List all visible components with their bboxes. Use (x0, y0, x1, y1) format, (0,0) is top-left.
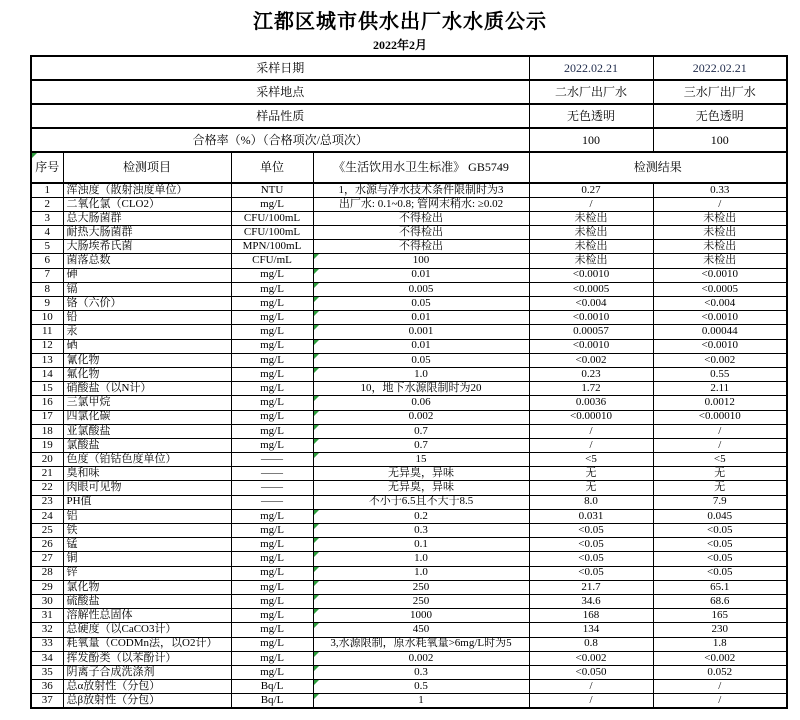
cell-result-plant3: 65.1 (653, 580, 787, 594)
cell-unit: mg/L (231, 410, 313, 424)
cell-unit: —— (231, 481, 313, 495)
cell-result-plant3: <0.05 (653, 524, 787, 538)
cell-unit: CFU/100mL (231, 226, 313, 240)
cell-unit: mg/L (231, 438, 313, 452)
cell-unit: mg/L (231, 339, 313, 353)
cell-result-plant2: 1.72 (529, 382, 653, 396)
cell-result-plant2: <0.05 (529, 538, 653, 552)
cell-result-plant2: 未检出 (529, 226, 653, 240)
cell-test-item: 铜 (63, 552, 231, 566)
table-row (31, 651, 787, 665)
cell-result-plant3: <0.0005 (653, 282, 787, 296)
cell-unit: mg/L (231, 524, 313, 538)
cell-unit: mg/L (231, 566, 313, 580)
cell-test-item: PH值 (63, 495, 231, 509)
cell-unit: mg/L (231, 594, 313, 608)
cell-result-plant2: <0.004 (529, 297, 653, 311)
cell-test-item: 锰 (63, 538, 231, 552)
cell-result-plant3: 0.33 (653, 183, 787, 197)
table-row (31, 495, 787, 509)
cell-unit: mg/L (231, 665, 313, 679)
cell-row-number: 7 (31, 268, 63, 282)
cell-test-item: 铝 (63, 509, 231, 523)
cell-row-number: 13 (31, 353, 63, 367)
cell-unit: mg/L (231, 282, 313, 296)
cell-unit: mg/L (231, 367, 313, 381)
cell-test-item: 三氯甲烷 (63, 396, 231, 410)
col-header-standard: 《生活饮用水卫生标准》 GB5749 (313, 152, 529, 183)
cell-unit: mg/L (231, 509, 313, 523)
table-row (31, 580, 787, 594)
cell-standard-limit: 无异臭，异味 (313, 467, 529, 481)
cell-result-plant3: 0.045 (653, 509, 787, 523)
table-colhead-section (31, 152, 787, 183)
table-row (31, 453, 787, 467)
cell-result-plant3: / (653, 438, 787, 452)
cell-row-number: 19 (31, 438, 63, 452)
page-title: 江都区城市供水出厂水水质公示 (253, 11, 547, 33)
cell-row-number: 17 (31, 410, 63, 424)
cell-result-plant3: 未检出 (653, 254, 787, 268)
cell-result-plant2: 21.7 (529, 580, 653, 594)
cell-result-plant2: 0.031 (529, 509, 653, 523)
cell-standard-limit: 1.0 (313, 367, 529, 381)
cell-result-plant3: 未检出 (653, 240, 787, 254)
cell-result-plant2: 0.27 (529, 183, 653, 197)
cell-result-plant3: 2.11 (653, 382, 787, 396)
cell-row-number: 27 (31, 552, 63, 566)
cell-unit: mg/L (231, 311, 313, 325)
cell-unit: NTU (231, 183, 313, 197)
cell-unit: mg/L (231, 651, 313, 665)
cell-test-item: 氟化物 (63, 367, 231, 381)
cell-result-plant2: <0.0010 (529, 311, 653, 325)
cell-row-number: 37 (31, 694, 63, 708)
info-row (31, 80, 787, 104)
col-header-no: 序号 (31, 152, 63, 183)
cell-test-item: 汞 (63, 325, 231, 339)
cell-test-item: 铅 (63, 311, 231, 325)
cell-row-number: 4 (31, 226, 63, 240)
cell-test-item: 耐热大肠菌群 (63, 226, 231, 240)
cell-row-number: 20 (31, 453, 63, 467)
cell-standard-limit: 0.05 (313, 353, 529, 367)
cell-row-number: 18 (31, 424, 63, 438)
cell-standard-limit: 0.06 (313, 396, 529, 410)
cell-row-number: 35 (31, 665, 63, 679)
cell-result-plant3: <0.00010 (653, 410, 787, 424)
table-row (31, 211, 787, 225)
cell-standard-limit: 0.01 (313, 268, 529, 282)
cell-result-plant2: 0.0036 (529, 396, 653, 410)
cell-row-number: 2 (31, 197, 63, 211)
cell-unit: mg/L (231, 424, 313, 438)
cell-row-number: 5 (31, 240, 63, 254)
cell-standard-limit: 0.1 (313, 538, 529, 552)
cell-result-plant3: 1.8 (653, 637, 787, 651)
cell-unit: mg/L (231, 580, 313, 594)
cell-result-plant2: 34.6 (529, 594, 653, 608)
table-row (31, 226, 787, 240)
cell-row-number: 33 (31, 637, 63, 651)
table-row (31, 538, 787, 552)
cell-row-number: 26 (31, 538, 63, 552)
cell-standard-limit: 15 (313, 453, 529, 467)
cell-test-item: 阴离子合成洗涤剂 (63, 665, 231, 679)
table-row (31, 481, 787, 495)
cell-result-plant2: 0.00057 (529, 325, 653, 339)
cell-test-item: 浑浊度（散射浊度单位） (63, 183, 231, 197)
cell-row-number: 25 (31, 524, 63, 538)
cell-test-item: 硒 (63, 339, 231, 353)
info-value-plant3: 无色透明 (653, 104, 787, 128)
table-row (31, 240, 787, 254)
cell-result-plant3: / (653, 680, 787, 694)
cell-test-item: 挥发酚类（以苯酚计） (63, 651, 231, 665)
cell-result-plant2: 未检出 (529, 254, 653, 268)
cell-standard-limit: 1.0 (313, 552, 529, 566)
cell-test-item: 氯化物 (63, 580, 231, 594)
cell-unit: MPN/100mL (231, 240, 313, 254)
table-row (31, 339, 787, 353)
table-row (31, 694, 787, 708)
cell-row-number: 30 (31, 594, 63, 608)
cell-standard-limit: 0.7 (313, 438, 529, 452)
table-row (31, 467, 787, 481)
cell-result-plant3: 0.55 (653, 367, 787, 381)
cell-result-plant2: / (529, 424, 653, 438)
table-row (31, 254, 787, 268)
table-row (31, 552, 787, 566)
cell-result-plant3: / (653, 197, 787, 211)
cell-standard-limit: 100 (313, 254, 529, 268)
cell-unit: mg/L (231, 353, 313, 367)
cell-result-plant3: 68.6 (653, 594, 787, 608)
table-row (31, 438, 787, 452)
cell-row-number: 14 (31, 367, 63, 381)
cell-result-plant3: 0.052 (653, 665, 787, 679)
cell-unit: mg/L (231, 637, 313, 651)
table-row (31, 680, 787, 694)
cell-result-plant2: <0.00010 (529, 410, 653, 424)
cell-test-item: 氯酸盐 (63, 438, 231, 452)
cell-test-item: 铁 (63, 524, 231, 538)
cell-standard-limit: 0.05 (313, 297, 529, 311)
cell-result-plant3: 0.0012 (653, 396, 787, 410)
cell-standard-limit: 450 (313, 623, 529, 637)
cell-result-plant3: <5 (653, 453, 787, 467)
info-value-plant2: 100 (529, 128, 653, 152)
cell-unit: —— (231, 495, 313, 509)
cell-result-plant2: <0.0010 (529, 339, 653, 353)
cell-unit: —— (231, 467, 313, 481)
cell-test-item: 砷 (63, 268, 231, 282)
cell-standard-limit: 0.3 (313, 524, 529, 538)
cell-test-item: 氰化物 (63, 353, 231, 367)
cell-result-plant3: <0.05 (653, 538, 787, 552)
cell-result-plant3: <0.0010 (653, 268, 787, 282)
cell-result-plant2: <0.05 (529, 566, 653, 580)
table-row (31, 637, 787, 651)
cell-test-item: 总大肠菌群 (63, 211, 231, 225)
cell-row-number: 29 (31, 580, 63, 594)
info-label: 采样地点 (31, 80, 529, 104)
cell-standard-limit: 10，地下水源限制时为20 (313, 382, 529, 396)
cell-standard-limit: 1.0 (313, 566, 529, 580)
cell-row-number: 6 (31, 254, 63, 268)
cell-test-item: 镉 (63, 282, 231, 296)
table-row (31, 594, 787, 608)
cell-standard-limit: 不得检出 (313, 240, 529, 254)
cell-result-plant2: 0.23 (529, 367, 653, 381)
col-header-result: 检测结果 (529, 152, 787, 183)
cell-test-item: 肉眼可见物 (63, 481, 231, 495)
table-row (31, 566, 787, 580)
cell-standard-limit: 0.002 (313, 651, 529, 665)
cell-result-plant3: 230 (653, 623, 787, 637)
cell-result-plant3: 7.9 (653, 495, 787, 509)
cell-result-plant2: / (529, 680, 653, 694)
cell-test-item: 总β放射性（分包） (63, 694, 231, 708)
table-row (31, 382, 787, 396)
info-row (31, 104, 787, 128)
info-label: 采样日期 (31, 56, 529, 80)
cell-row-number: 28 (31, 566, 63, 580)
water-quality-table (30, 55, 788, 709)
table-row (31, 396, 787, 410)
cell-standard-limit: 0.7 (313, 424, 529, 438)
cell-unit: mg/L (231, 268, 313, 282)
table-row (31, 665, 787, 679)
cell-result-plant2: / (529, 197, 653, 211)
info-label: 样品性质 (31, 104, 529, 128)
cell-result-plant3: 165 (653, 609, 787, 623)
info-value-plant3: 三水厂出厂水 (653, 80, 787, 104)
cell-standard-limit: 0.3 (313, 665, 529, 679)
cell-standard-limit: 无异臭，异味 (313, 481, 529, 495)
cell-result-plant2: 未检出 (529, 211, 653, 225)
cell-row-number: 11 (31, 325, 63, 339)
cell-result-plant3: <0.05 (653, 566, 787, 580)
cell-standard-limit: 1，水源与净水技术条件限制时为3 (313, 183, 529, 197)
table-row (31, 325, 787, 339)
cell-row-number: 16 (31, 396, 63, 410)
cell-result-plant2: / (529, 438, 653, 452)
cell-test-item: 臭和味 (63, 467, 231, 481)
cell-result-plant3: <0.004 (653, 297, 787, 311)
cell-unit: mg/L (231, 325, 313, 339)
info-value-plant2: 二水厂出厂水 (529, 80, 653, 104)
cell-row-number: 31 (31, 609, 63, 623)
cell-standard-limit: 0.005 (313, 282, 529, 296)
table-row (31, 297, 787, 311)
cell-standard-limit: 1000 (313, 609, 529, 623)
table-row (31, 524, 787, 538)
cell-standard-limit: 不小于6.5且不大于8.5 (313, 495, 529, 509)
table-row (31, 410, 787, 424)
cell-row-number: 1 (31, 183, 63, 197)
cell-result-plant2: 无 (529, 467, 653, 481)
cell-row-number: 24 (31, 509, 63, 523)
cell-result-plant2: 0.8 (529, 637, 653, 651)
cell-result-plant2: <0.050 (529, 665, 653, 679)
cell-result-plant3: <0.05 (653, 552, 787, 566)
cell-test-item: 色度（铂钴色度单位） (63, 453, 231, 467)
cell-result-plant3: <0.0010 (653, 339, 787, 353)
cell-unit: mg/L (231, 396, 313, 410)
cell-row-number: 34 (31, 651, 63, 665)
table-row (31, 197, 787, 211)
cell-unit: CFU/100mL (231, 211, 313, 225)
cell-test-item: 锌 (63, 566, 231, 580)
cell-test-item: 亚氯酸盐 (63, 424, 231, 438)
column-header-row (31, 152, 787, 183)
table-row (31, 424, 787, 438)
cell-result-plant3: 未检出 (653, 211, 787, 225)
cell-standard-limit: 3,水源限制，原水耗氧量>6mg/L时为5 (313, 637, 529, 651)
cell-result-plant2: <5 (529, 453, 653, 467)
cell-result-plant2: <0.0005 (529, 282, 653, 296)
cell-result-plant2: <0.0010 (529, 268, 653, 282)
cell-result-plant2: <0.002 (529, 353, 653, 367)
cell-result-plant2: 未检出 (529, 240, 653, 254)
cell-row-number: 3 (31, 211, 63, 225)
table-info-section (31, 56, 787, 152)
cell-standard-limit: 0.002 (313, 410, 529, 424)
cell-unit: mg/L (231, 197, 313, 211)
cell-test-item: 二氧化氯（CLO2） (63, 197, 231, 211)
table-row (31, 282, 787, 296)
table-row (31, 367, 787, 381)
cell-unit: mg/L (231, 538, 313, 552)
cell-standard-limit: 0.2 (313, 509, 529, 523)
cell-row-number: 9 (31, 297, 63, 311)
cell-test-item: 硝酸盐（以N计） (63, 382, 231, 396)
cell-row-number: 10 (31, 311, 63, 325)
cell-result-plant3: 未检出 (653, 226, 787, 240)
cell-row-number: 36 (31, 680, 63, 694)
info-value-plant2: 无色透明 (529, 104, 653, 128)
info-row (31, 128, 787, 152)
cell-test-item: 耗氧量（CODMn法，以O2计） (63, 637, 231, 651)
cell-result-plant2: <0.002 (529, 651, 653, 665)
report-month: 2022年2月 (372, 38, 427, 52)
info-value-plant3: 100 (653, 128, 787, 152)
cell-result-plant2: 无 (529, 481, 653, 495)
cell-result-plant3: 无 (653, 481, 787, 495)
cell-standard-limit: 不得检出 (313, 211, 529, 225)
table-row (31, 311, 787, 325)
cell-unit: CFU/mL (231, 254, 313, 268)
info-label: 合格率（%）（合格项次/总项次） (31, 128, 529, 152)
cell-unit: Bq/L (231, 694, 313, 708)
info-row (31, 56, 787, 80)
cell-result-plant2: / (529, 694, 653, 708)
cell-test-item: 菌落总数 (63, 254, 231, 268)
cell-standard-limit: 0.01 (313, 339, 529, 353)
cell-unit: Bq/L (231, 680, 313, 694)
table-row (31, 268, 787, 282)
cell-test-item: 四氯化碳 (63, 410, 231, 424)
col-header-unit: 单位 (231, 152, 313, 183)
cell-standard-limit: 出厂水: 0.1~0.8; 管网末稍水: ≥0.02 (313, 197, 529, 211)
cell-row-number: 15 (31, 382, 63, 396)
cell-row-number: 23 (31, 495, 63, 509)
cell-standard-limit: 0.5 (313, 680, 529, 694)
table-row (31, 609, 787, 623)
col-header-item: 检测项目 (63, 152, 231, 183)
info-value-plant2: 2022.02.21 (529, 56, 653, 80)
table-row (31, 509, 787, 523)
cell-result-plant3: <0.002 (653, 651, 787, 665)
cell-test-item: 铬（六价） (63, 297, 231, 311)
cell-unit: mg/L (231, 382, 313, 396)
cell-result-plant2: 8.0 (529, 495, 653, 509)
table-row (31, 353, 787, 367)
cell-result-plant3: 无 (653, 467, 787, 481)
cell-test-item: 溶解性总固体 (63, 609, 231, 623)
cell-row-number: 12 (31, 339, 63, 353)
cell-unit: mg/L (231, 609, 313, 623)
cell-row-number: 8 (31, 282, 63, 296)
table-row (31, 183, 787, 197)
cell-result-plant2: 168 (529, 609, 653, 623)
cell-unit: —— (231, 453, 313, 467)
info-value-plant3: 2022.02.21 (653, 56, 787, 80)
cell-result-plant2: 134 (529, 623, 653, 637)
cell-test-item: 总α放射性（分包） (63, 680, 231, 694)
cell-standard-limit: 0.001 (313, 325, 529, 339)
cell-standard-limit: 0.01 (313, 311, 529, 325)
cell-result-plant3: <0.0010 (653, 311, 787, 325)
cell-standard-limit: 1 (313, 694, 529, 708)
table-data-section (31, 183, 787, 708)
cell-result-plant3: <0.002 (653, 353, 787, 367)
cell-unit: mg/L (231, 297, 313, 311)
cell-standard-limit: 不得检出 (313, 226, 529, 240)
cell-result-plant3: 0.00044 (653, 325, 787, 339)
cell-test-item: 总硬度（以CaCO3计） (63, 623, 231, 637)
table-row (31, 623, 787, 637)
cell-result-plant2: <0.05 (529, 524, 653, 538)
cell-standard-limit: 250 (313, 580, 529, 594)
cell-row-number: 22 (31, 481, 63, 495)
cell-unit: mg/L (231, 552, 313, 566)
cell-unit: mg/L (231, 623, 313, 637)
cell-result-plant3: / (653, 694, 787, 708)
cell-standard-limit: 250 (313, 594, 529, 608)
cell-test-item: 硫酸盐 (63, 594, 231, 608)
cell-test-item: 大肠埃希氏菌 (63, 240, 231, 254)
cell-row-number: 21 (31, 467, 63, 481)
cell-result-plant2: <0.05 (529, 552, 653, 566)
cell-result-plant3: / (653, 424, 787, 438)
cell-row-number: 32 (31, 623, 63, 637)
